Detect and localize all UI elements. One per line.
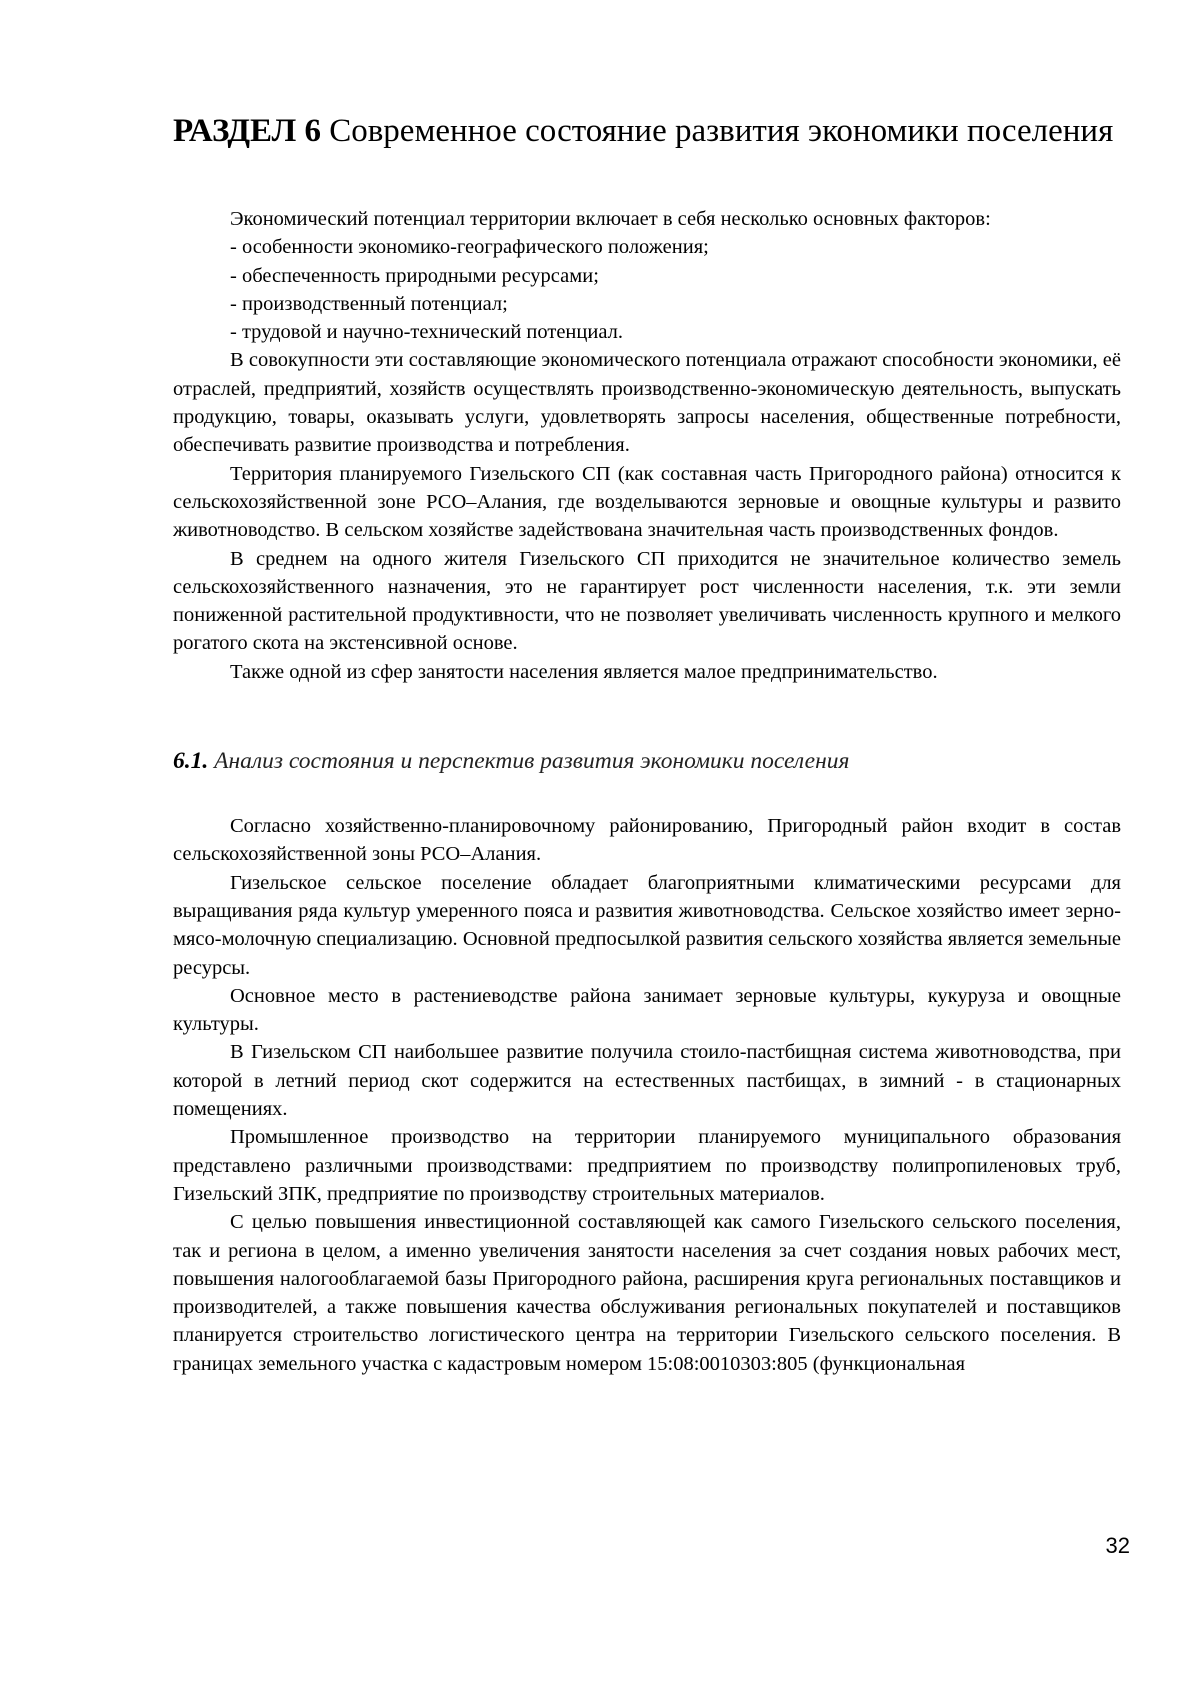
factor-list-item: - особенности экономико-географического положения; [230,236,709,259]
body-paragraph: В среднем на одного жителя Гизельского СП приходится не значительное количество земель сельскохозяйственного назначения, это не гарантирует рост численности населения, т.к. эти земли пониженной растительной продуктивности, что не позволяет увеличивать численность крупного и мелкого рогатого скота на экстенсивной основе. [173,547,1121,655]
page-number: 32 [1105,1533,1130,1558]
body-paragraph: Также одной из сфер занятости населения является малое предпринимательство. [230,660,938,683]
section-number: РАЗДЕЛ 6 [173,113,321,149]
subsection-body [173,812,1121,1378]
body-paragraph: Основное место в растениеводстве района занимает зерновые культуры, кукуруза и овощные культуры. [173,984,1121,1036]
body-paragraph: В совокупности эти составляющие экономического потенциала отражают способности экономики, её отраслей, предприятий, хозяйств осуществлять производственно-экономическую деятельность, выпускать продукцию, товары, оказывать услуги, удовлетворять запросы населения, общественные потребности, обеспечивать развитие производства и потребления. [173,349,1121,457]
section-heading [173,110,1121,153]
subsection-title: Анализ состояния и перспектив развития экономики поселения [214,748,850,775]
body-paragraph: Согласно хозяйственно-планировочному районированию, Пригородный район входит в состав сельскохозяйственной зоны РСО–Алания. [173,815,1121,866]
subsection-number: 6.1. [173,748,209,775]
factor-list-item: - обеспеченность природными ресурсами; [230,264,599,287]
factor-list-item: - производственный потенциал; [230,292,508,315]
body-paragraph: Промышленное производство на территории планируемого муниципального образования представлено различными производствами: предприятием по производству полипропиленовых труб, Гизельский ЗПК, предприятие по производству строительных материалов. [173,1126,1121,1205]
document-page [173,110,1121,1378]
factor-list-item: - трудовой и научно-технический потенциал. [230,321,623,344]
body-paragraph: Гизельское сельское поселение обладает благоприятными климатическими ресурсами для выращивания ряда культур умеренного пояса и развития животноводства. Сельское хозяйство имеет зерно-мясо-молочную специализацию. Основной предпосылкой развития сельского хозяйства является земельные ресурсы. [173,871,1121,979]
intro-lead-paragraph: Экономический потенциал территории включает в себя несколько основных факторов: [230,208,991,230]
body-paragraph: В Гизельском СП наибольшее развитие получила стоило-пастбищная система животноводства, при которой в летний период скот содержится на естественных пастбищах, в зимний - в стационарных помещениях. [173,1041,1121,1121]
body-paragraph: С целью повышения инвестиционной составляющей как самого Гизельского сельского поселения, так и региона в целом, а именно увеличения занятости населения за счет создания новых рабочих мест, повышения налогооблагаемой базы Пригородного района, расширения круга региональных поставщиков и производителей, а также повышения качества обслуживания региональных покупателей и поставщиков планируется строительство логистического центра на территории Гизельского сельского поселения. В границах земельного участка с кадастровым номером 15:08:0010303:805 (функциональная [173,1211,1121,1375]
intro-block [173,205,1121,686]
section-title: Современное состояние развития экономики поселения [329,113,1114,149]
subsection-heading [173,746,1121,776]
body-paragraph: Территория планируемого Гизельского СП (как составная часть Пригородного района) относится к сельскохозяйственной зоне РСО–Алания, где возделываются зерновые и овощные культуры и развито животноводство. В сельском хозяйстве задействована значительная часть производственных фондов. [173,462,1121,542]
